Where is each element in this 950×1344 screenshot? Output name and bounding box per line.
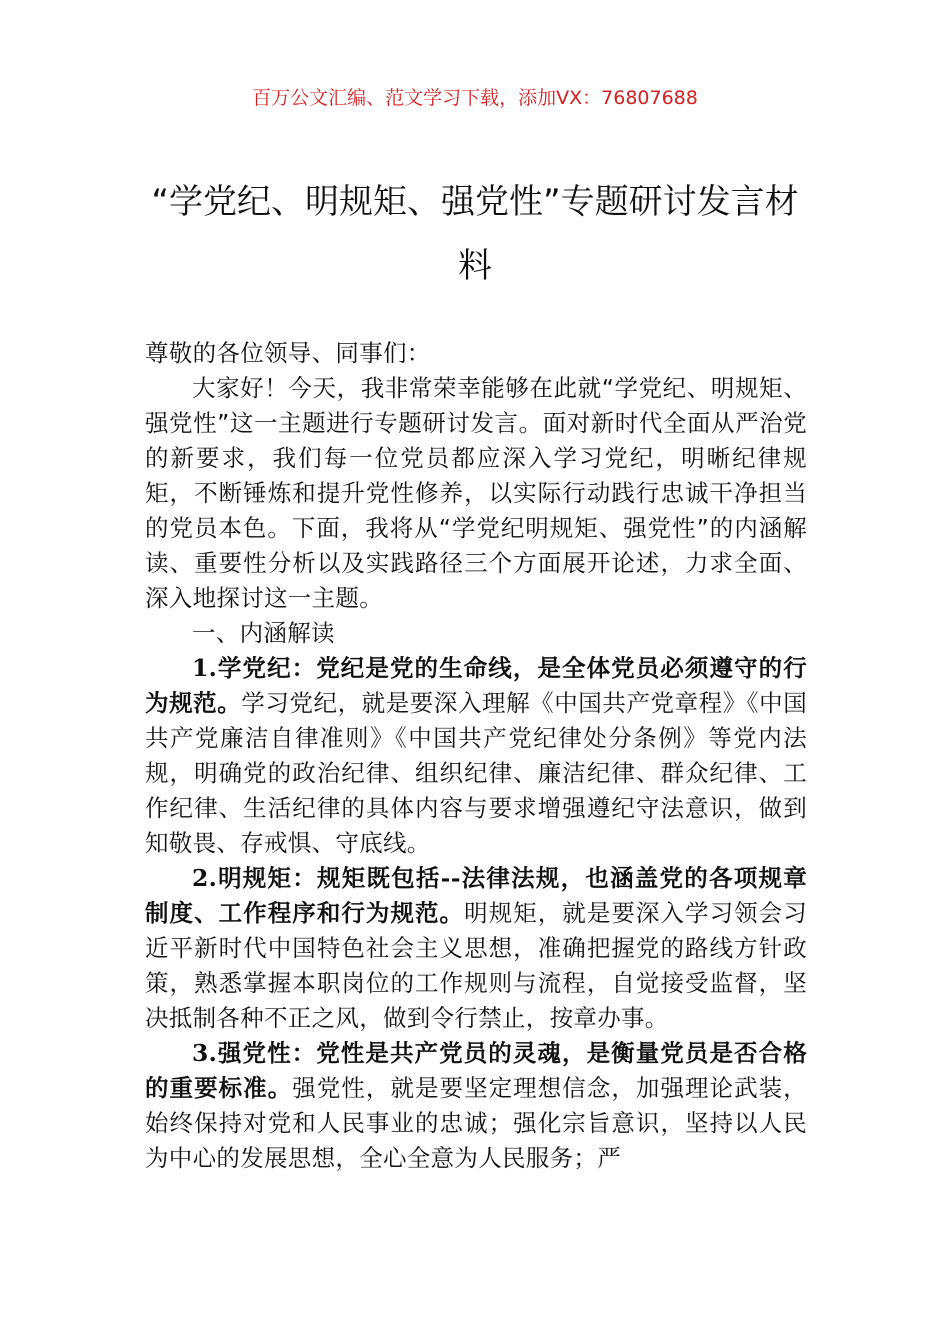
point-lead-2: 2.明规矩：规矩既包括--法律法规，也涵盖党的各项规章制度、工作程序和行为规范。 [145, 864, 807, 927]
point-paragraph-3 [145, 1036, 807, 1176]
point-paragraph-2 [145, 861, 807, 1036]
section-heading: 一、内涵解读 [192, 619, 335, 647]
header-watermark-note: 百万公文汇编、范文学习下载，添加VX：76807688 [252, 87, 698, 109]
salutation: 尊敬的各位领导、同事们： [145, 339, 431, 367]
intro-paragraph: 大家好！今天，我非常荣幸能够在此就“学党纪、明规矩、强党性”这一主题进行专题研讨发言。面对新时代全面从严治党的新要求，我们每一位党员都应深入学习党纪，明晰纪律规矩，不断锤炼和提升党性修养，以实际行动践行忠诚干净担当的党员本色。下面，我将从“学党纪明规矩、强党性”的内涵解读、重要性分析以及实践路径三个方面展开论述，力求全面、深入地探讨这一主题。 [145, 374, 807, 612]
point-lead-3: 3.强党性：党性是共产党员的灵魂，是衡量党员是否合格的重要标准。 [145, 1039, 807, 1102]
point-lead-1: 1.学党纪：党纪是党的生命线，是全体党员必须遵守的行为规范。 [145, 654, 807, 717]
point-text-3: 强党性，就是要坚定理想信念，加强理论武装，始终保持对党和人民事业的忠诚；强化宗旨意识，坚持以人民为中心的发展思想，全心全意为人民服务；严 [145, 1074, 807, 1172]
point-paragraph-1 [145, 651, 807, 861]
point-text-2: 明规矩，就是要深入学习领会习近平新时代中国特色社会主义思想，准确把握党的路线方针政策，熟悉掌握本职岗位的工作规则与流程，自觉接受监督，坚决抵制各种不正之风，做到令行禁止，按章办事。 [145, 899, 808, 1032]
document-body [145, 336, 807, 1176]
point-text-1: 学习党纪，就是要深入理解《中国共产党章程》《中国共产党廉洁自律准则》《中国共产党纪律处分条例》等党内法规，明确党的政治纪律、组织纪律、廉洁纪律、群众纪律、工作纪律、生活纪律的具体内容与要求增强遵纪守法意识，做到知敬畏、存戒惧、守底线。 [145, 689, 808, 857]
document-title: “学党纪、明规矩、强党性”专题研讨发言材料 [151, 182, 799, 286]
